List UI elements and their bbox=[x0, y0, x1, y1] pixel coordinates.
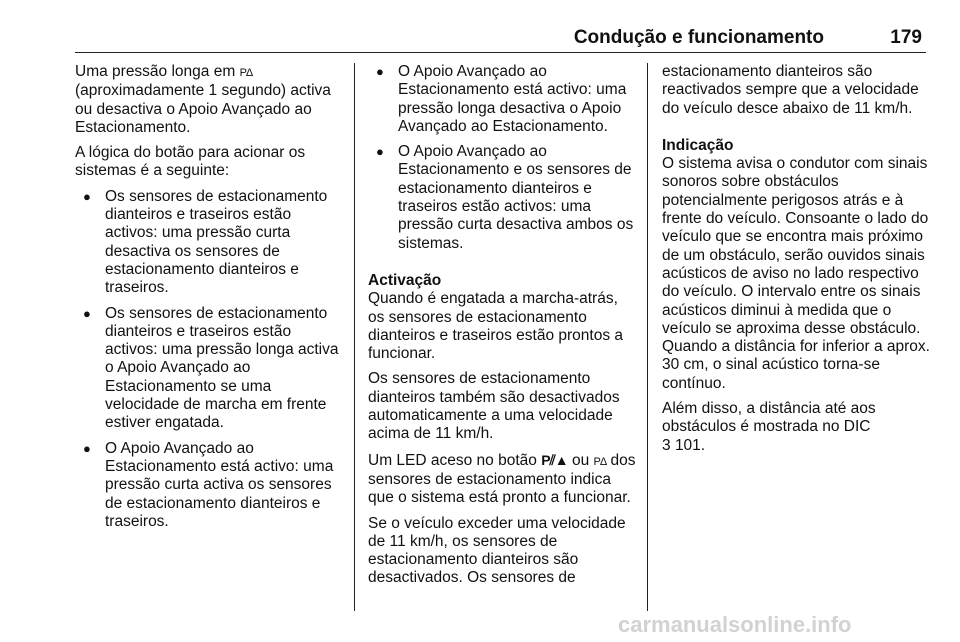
paragraph: O sistema avisa o condutor com sinais sonoros sobre obstáculos potencialmente perigosos atrás e à frente do veículo. Consoante o lado do veículo que se encontra mais próximo de um obstáculo, serão ouvidos sinais acústicos de aviso no lado respectivo do veículo. O intervalo entre os sinais acústicos diminui à medida que o veículo se aproxima desse obstáculo. Quando a distância for inferior a aprox. 30 cm, o sinal acústico torna-se contínuo. bbox=[662, 155, 930, 392]
list-item-text: O Apoio Avançado ao Estacionamento está activo: uma pressão curta activa os sensores de estacionamento dianteiros e traseiros. bbox=[105, 439, 334, 530]
list-item bbox=[368, 143, 636, 253]
advanced-parking-icon: P⫽▲ bbox=[541, 451, 568, 468]
paragraph bbox=[75, 63, 343, 137]
text: (aproximadamente 1 segundo) activa ou desactiva o Apoio Avançado ao Estacionamento. bbox=[75, 82, 331, 136]
bullet-icon: ● bbox=[376, 64, 384, 79]
text: ou bbox=[571, 451, 590, 469]
bullet-list bbox=[75, 188, 343, 531]
paragraph bbox=[662, 400, 930, 455]
list-item bbox=[75, 305, 343, 433]
paragraph: estacionamento dianteiros são reactivados sempre que a velocidade do veículo desce abaixo de 11 km/h. bbox=[662, 63, 919, 117]
page-reference[interactable]: 101. bbox=[674, 436, 706, 454]
text: Um LED aceso no botão bbox=[368, 451, 537, 469]
text: dos sensores de estacionamento indica que o sistema está pronto a funcionar. bbox=[368, 451, 636, 507]
page-number: 179 bbox=[890, 27, 922, 48]
paragraph: Se o veículo exceder uma velocidade de 11 km/h, os sensores de estacionamento dianteiros são desactivados. Os sensores de bbox=[368, 514, 626, 587]
column-divider bbox=[647, 63, 648, 611]
column-3 bbox=[662, 63, 930, 462]
watermark: carmanualsonline.info bbox=[618, 612, 852, 637]
text: Uma pressão longa em bbox=[75, 63, 236, 80]
list-item bbox=[75, 188, 343, 298]
paragraph bbox=[368, 451, 636, 508]
bullet-icon: ● bbox=[83, 440, 91, 456]
parking-assist-icon: PΔ bbox=[593, 455, 607, 468]
column-2 bbox=[368, 63, 636, 595]
page-header bbox=[75, 24, 926, 53]
text: Além disso, a distância até aos obstáculos é mostrada no DIC bbox=[662, 400, 876, 436]
list-item-text: O Apoio Avançado ao Estacionamento está activo: uma pressão longa desactiva o Apoio Avançado ao Estacionamento. bbox=[398, 63, 627, 135]
bullet-list bbox=[368, 63, 636, 253]
activation-heading: Activação bbox=[368, 271, 442, 289]
bullet-icon: ● bbox=[83, 305, 91, 321]
column-1 bbox=[75, 63, 343, 538]
list-item-text: Os sensores de estacionamento dianteiros e traseiros estão activos: uma pressão longa activa o Apoio Avançado ao Estacionamento se uma velocidade de marcha em frente estiver engatada. bbox=[105, 304, 339, 432]
section-title: Condução e funcionamento bbox=[573, 27, 824, 48]
bullet-icon: ● bbox=[83, 188, 91, 204]
column-divider bbox=[354, 63, 355, 611]
list-item bbox=[368, 63, 636, 136]
paragraph: Os sensores de estacionamento dianteiros também são desactivados automaticamente a uma velocidade acima de 11 km/h. bbox=[368, 370, 620, 443]
note-heading: Indicação bbox=[662, 136, 734, 154]
reference-arrow-icon: 3 bbox=[662, 436, 671, 454]
list-item-text: O Apoio Avançado ao Estacionamento e os sensores de estacionamento dianteiros e traseiros estão activos: uma pressão curta desactiva ambos os sistemas. bbox=[398, 143, 634, 252]
list-item-text: Os sensores de estacionamento dianteiros e traseiros estão activos: uma pressão curta desactiva os sensores de estacionamento dianteiros e traseiros. bbox=[105, 187, 328, 297]
bullet-icon: ● bbox=[376, 144, 384, 160]
parking-assist-icon: PΔ bbox=[239, 67, 253, 79]
paragraph: A lógica do botão para acionar os sistemas é a seguinte: bbox=[75, 144, 306, 180]
paragraph: Quando é engatada a marcha-atrás, os sensores de estacionamento dianteiros e traseiros estão prontos a funcionar. bbox=[368, 290, 624, 363]
list-item bbox=[75, 440, 343, 531]
